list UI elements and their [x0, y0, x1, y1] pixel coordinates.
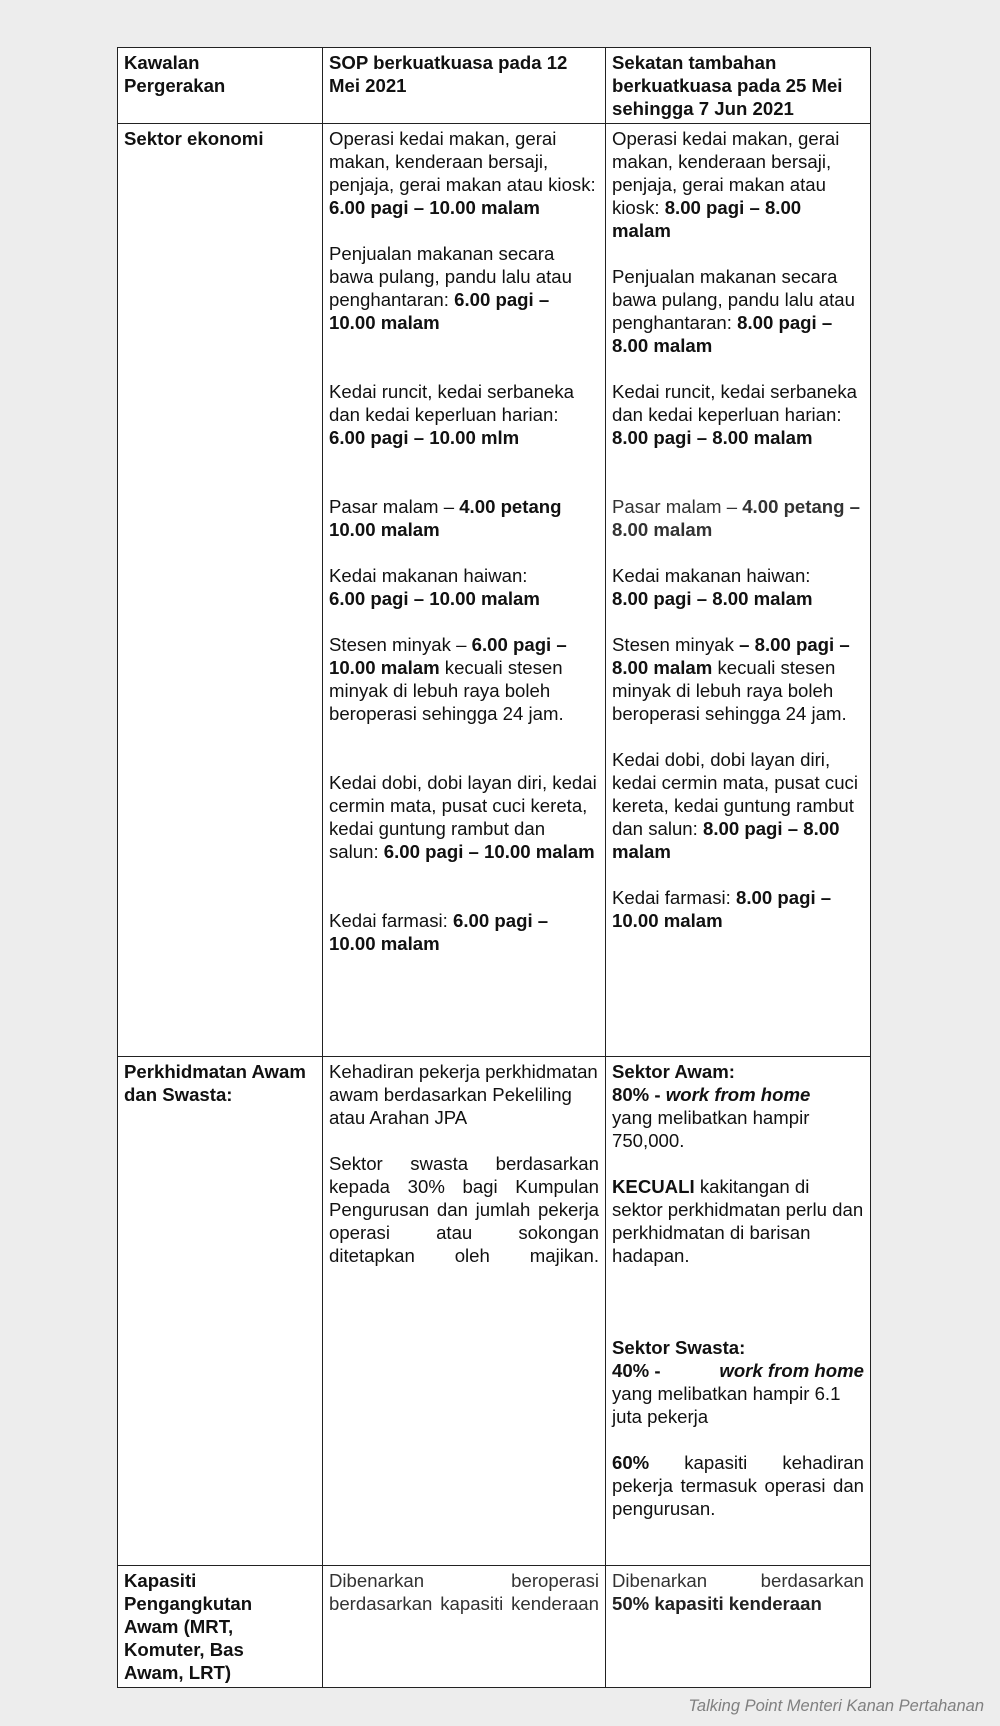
- row-perkhidmatan: [118, 1057, 871, 1566]
- sop-stesen-minyak-text: Stesen minyak –: [329, 634, 467, 655]
- sop-awam: Kehadiran pekerja perkhidmatan awam berdasarkan Pekeliling atau Arahan JPA: [329, 1061, 598, 1128]
- sekatan-kedai-farmasi-time: 8.00 pagi – 10.00 malam: [612, 887, 832, 931]
- sekatan-awam-title: Sektor Awam:: [612, 1061, 735, 1082]
- label-perkhidmatan-text: Perkhidmatan Awam dan Swasta:: [124, 1061, 306, 1105]
- sekatan-kapasiti: [612, 1451, 864, 1520]
- sop-makanan-haiwan: [329, 564, 599, 610]
- row-pengangkutan: [118, 1566, 871, 1688]
- sop-stesen-minyak-time: 6.00 pagi – 10.00 malam: [329, 634, 567, 678]
- sekatan-kedai-runcit: [612, 380, 864, 449]
- sekatan-kecuali-bold: KECUALI: [612, 1176, 695, 1197]
- sekatan-kedai-makan-time: 8.00 pagi – 8.00 malam: [612, 197, 802, 241]
- sekatan-kedai-farmasi-text: Kedai farmasi:: [612, 887, 731, 908]
- sekatan-kapasiti-pct: 60%: [612, 1452, 650, 1473]
- sop-kedai-makan-text: Operasi kedai makan, gerai makan, kenderaan bersaji, penjaja, gerai makan atau kiosk:: [329, 128, 596, 195]
- sekatan-stesen-minyak-time: – 8.00 pagi – 8.00 malam: [612, 634, 850, 678]
- sekatan-kedai-makan-text: Operasi kedai makan, gerai makan, kenderaan bersaji, penjaja, gerai makan atau kiosk:: [612, 128, 840, 218]
- sekatan-bawa-pulang-text: Penjualan makanan secara bawa pulang, pandu lalu atau penghantaran:: [612, 266, 855, 333]
- sop-stesen-minyak-rest: kecuali stesen minyak di lebuh raya boleh beroperasi sehingga 24 jam.: [329, 657, 564, 724]
- label-sektor-ekonomi: [118, 124, 323, 1057]
- sekatan-pengangkutan: [612, 1569, 864, 1615]
- sop-kedai-dobi-text: Kedai dobi, dobi layan diri, kedai cermin mata, pusat cuci kereta, kedai guntung rambut dan salun:: [329, 772, 597, 862]
- row-sektor-ekonomi: [118, 124, 871, 1057]
- sop-kedai-dobi: [329, 771, 599, 863]
- sekatan-kedai-dobi-text: Kedai dobi, dobi layan diri, kedai cermin mata, pusat cuci kereta, kedai guntung rambut dan salun:: [612, 749, 858, 839]
- sekatan-awam-rest: yang melibatkan hampir 750,000.: [612, 1107, 810, 1151]
- sekatan-pengangkutan-bold: 50% kapasiti kenderaan: [612, 1593, 822, 1614]
- sekatan-awam-wfh: work from home: [665, 1084, 811, 1105]
- sop-pasar-malam: [329, 495, 599, 541]
- header-kawalan-text: Kawalan Pergerakan: [124, 52, 226, 96]
- sekatan-awam-pct: 80% -: [612, 1084, 661, 1105]
- sekatan-stesen-minyak-rest: kecuali stesen minyak di lebuh raya boleh beroperasi sehingga 24 jam.: [612, 657, 847, 724]
- sekatan-pengangkutan-text: Dibenarkan berdasarkan: [612, 1570, 864, 1591]
- sekatan-swasta: [612, 1336, 864, 1428]
- sekatan-swasta-title: Sektor Swasta:: [612, 1337, 746, 1358]
- sekatan-kedai-runcit-text: Kedai runcit, kedai serbaneka dan kedai keperluan harian:: [612, 381, 857, 425]
- sekatan-swasta-rest: yang melibatkan hampir 6.1 juta pekerja: [612, 1383, 841, 1427]
- sop-kedai-dobi-time: 6.00 pagi – 10.00 malam: [383, 841, 595, 862]
- sekatan-kapasiti-rest: kapasiti kehadiran pekerja termasuk operasi dan pengurusan.: [612, 1452, 864, 1519]
- sekatan-kedai-farmasi: [612, 886, 864, 932]
- label-perkhidmatan: [118, 1057, 323, 1566]
- sop-comparison-table: [117, 47, 871, 1688]
- sop-swasta: Sektor swasta berdasarkan kepada 30% bagi Kumpulan Pengurusan dan jumlah pekerja operasi atau sokongan ditetapkan oleh majikan.: [329, 1153, 599, 1266]
- footer-caption: Talking Point Menteri Kanan Pertahanan: [688, 1697, 984, 1715]
- sekatan-stesen-minyak-text: Stesen minyak: [612, 634, 734, 655]
- cell-perkhidmatan-sop: [323, 1057, 606, 1566]
- cell-pengangkutan-sekatan: [606, 1566, 871, 1688]
- header-kawalan: [118, 48, 323, 124]
- sekatan-pasar-malam-text: Pasar malam –: [612, 496, 738, 517]
- sop-pengangkutan: Dibenarkan beroperasi berdasarkan kapasiti kenderaan: [329, 1570, 599, 1614]
- sop-kedai-makan-time: 6.00 pagi – 10.00 malam: [329, 197, 540, 218]
- sop-kedai-farmasi-time: 6.00 pagi – 10.00 malam: [329, 910, 549, 954]
- sekatan-kedai-dobi: [612, 748, 864, 863]
- sekatan-makanan-haiwan: [612, 564, 864, 610]
- header-sekatan: [606, 48, 871, 124]
- cell-perkhidmatan-sekatan: [606, 1057, 871, 1566]
- sop-makanan-haiwan-text: Kedai makanan haiwan:: [329, 565, 528, 586]
- sekatan-pasar-malam-time: 4.00 petang – 8.00 malam: [612, 496, 861, 540]
- label-pengangkutan-text: Kapasiti Pengangkutan Awam (MRT, Komuter, Bas Awam, LRT): [124, 1570, 253, 1683]
- sekatan-swasta-wfh: work from home: [719, 1360, 864, 1381]
- sop-bawa-pulang-text: Penjualan makanan secara bawa pulang, pandu lalu atau penghantaran:: [329, 243, 572, 310]
- sekatan-awam: [612, 1060, 864, 1152]
- label-pengangkutan: [118, 1566, 323, 1688]
- sop-stesen-minyak: [329, 633, 599, 725]
- sekatan-kedai-runcit-time: 8.00 pagi – 8.00 malam: [612, 427, 813, 448]
- cell-ekonomi-sop: [323, 124, 606, 1057]
- sekatan-kedai-makan: [612, 127, 864, 242]
- sop-kedai-farmasi-text: Kedai farmasi:: [329, 910, 448, 931]
- sop-bawa-pulang-time: 6.00 pagi – 10.00 malam: [329, 289, 550, 333]
- sekatan-kecuali-rest: kakitangan di sektor perkhidmatan perlu dan perkhidmatan di barisan hadapan.: [612, 1176, 864, 1266]
- header-sop-text: SOP berkuatkuasa pada 12 Mei 2021: [329, 52, 568, 96]
- sekatan-stesen-minyak: [612, 633, 864, 725]
- sekatan-swasta-pct: 40% -: [612, 1360, 661, 1381]
- header-row: [118, 48, 871, 124]
- sekatan-bawa-pulang-time: 8.00 pagi – 8.00 malam: [612, 312, 833, 356]
- sekatan-kedai-dobi-time: 8.00 pagi – 8.00 malam: [612, 818, 840, 862]
- sop-kedai-runcit: [329, 380, 599, 449]
- label-sektor-ekonomi-text: Sektor ekonomi: [124, 128, 264, 149]
- sekatan-makanan-haiwan-time: 8.00 pagi – 8.00 malam: [612, 588, 813, 609]
- sop-kedai-makan: [329, 127, 599, 219]
- cell-pengangkutan-sop: [323, 1566, 606, 1688]
- sop-pasar-malam-text: Pasar malam –: [329, 496, 455, 517]
- sop-kedai-runcit-time: 6.00 pagi – 10.00 mlm: [329, 427, 520, 448]
- sop-makanan-haiwan-time: 6.00 pagi – 10.00 malam: [329, 588, 540, 609]
- cell-ekonomi-sekatan: [606, 124, 871, 1057]
- sekatan-bawa-pulang: [612, 265, 864, 357]
- header-sekatan-text: Sekatan tambahan berkuatkuasa pada 25 Mei sehingga 7 Jun 2021: [612, 52, 843, 119]
- sop-bawa-pulang: [329, 242, 599, 334]
- sekatan-makanan-haiwan-text: Kedai makanan haiwan:: [612, 565, 811, 586]
- sekatan-pasar-malam: [612, 495, 864, 541]
- sop-kedai-runcit-text: Kedai runcit, kedai serbaneka dan kedai keperluan harian:: [329, 381, 574, 425]
- sop-pasar-malam-time: 4.00 petang 10.00 malam: [329, 496, 562, 540]
- sekatan-kecuali: [612, 1175, 864, 1267]
- sop-kedai-farmasi: [329, 909, 599, 955]
- header-sop: [323, 48, 606, 124]
